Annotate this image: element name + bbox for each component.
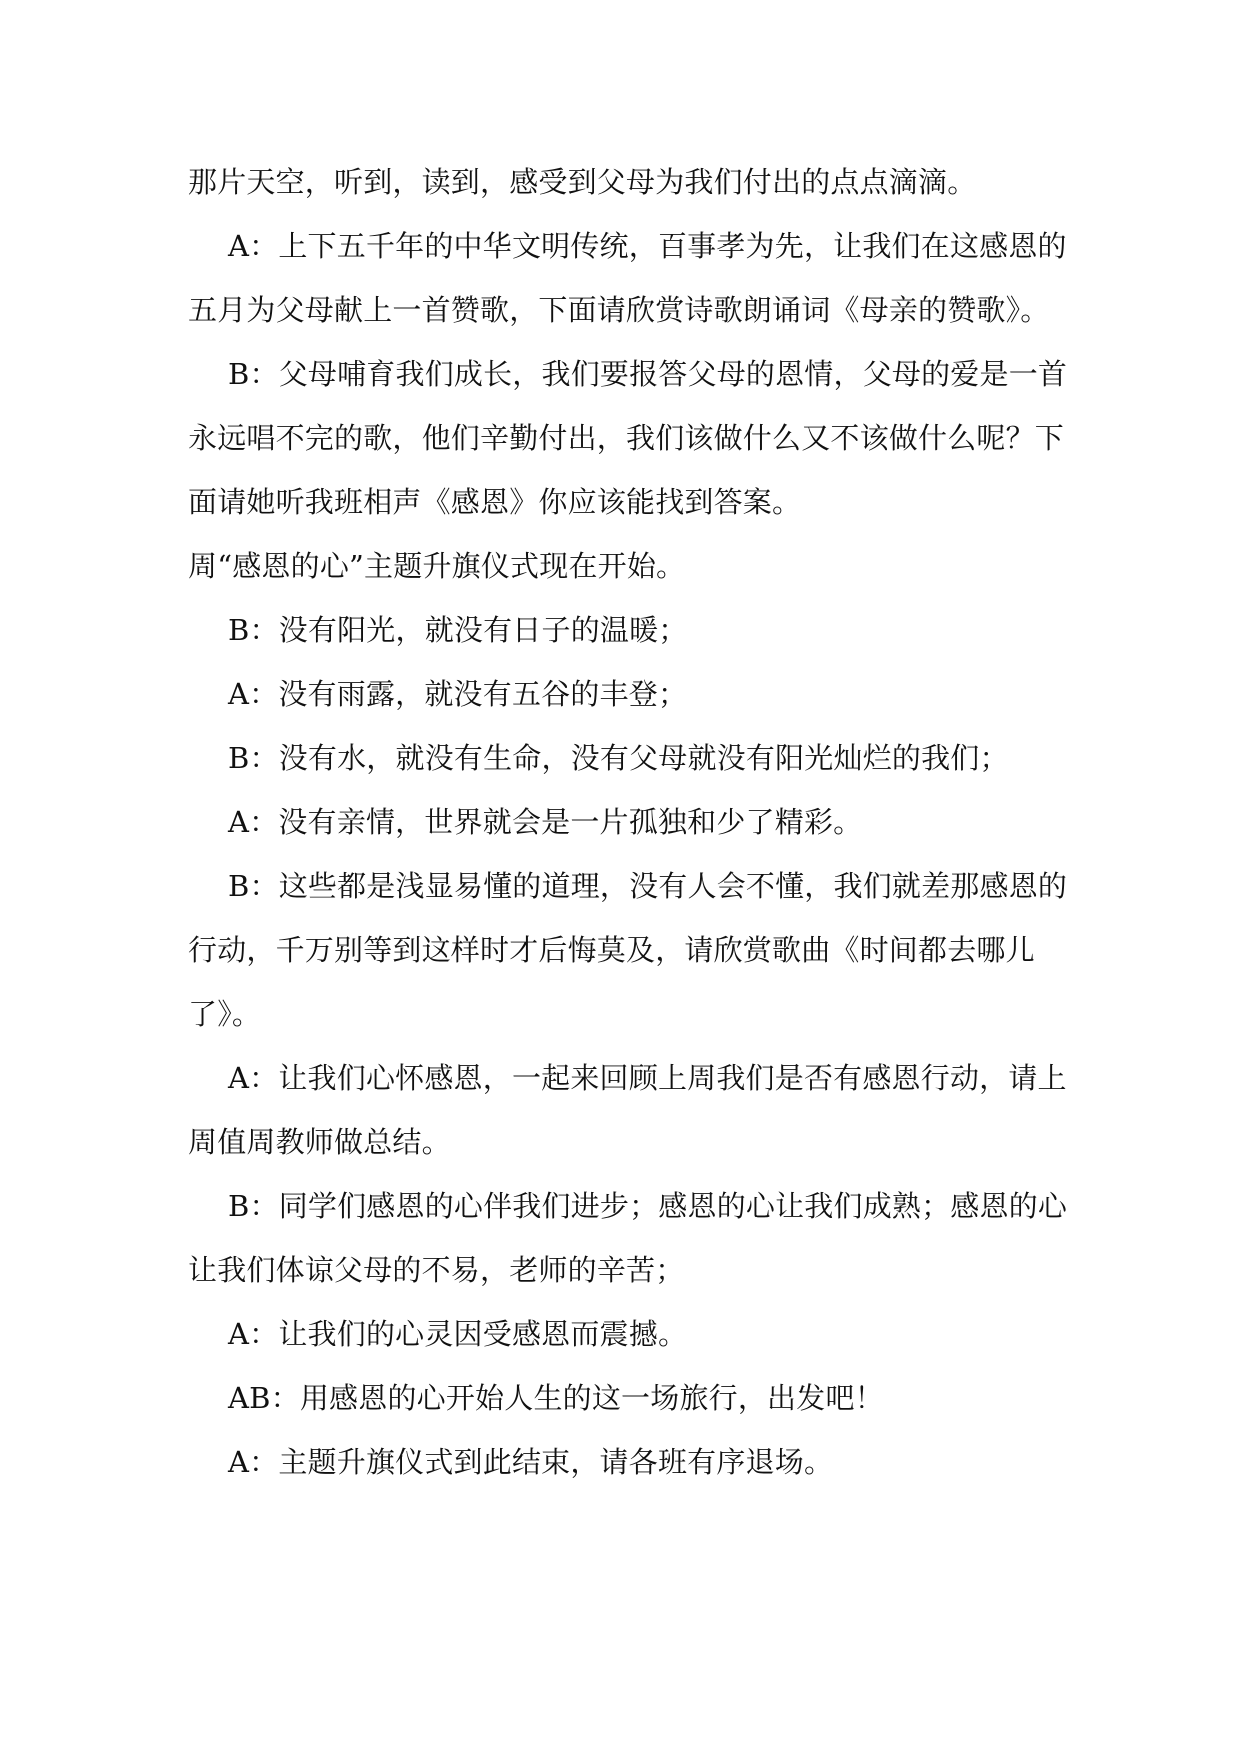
text-line: 周“感恩的心”主题升旗仪式现在开始。 [188,549,686,583]
text-line: 让我们体谅父母的不易，老师的辛苦； [188,1253,685,1287]
text-line: 了》。 [188,997,262,1031]
text-line: A：让我们的心灵因受感恩而震撼。 [228,1317,688,1351]
text-line: B：这些都是浅显易懂的道理，没有人会不懂，我们就差那感恩的 [228,869,1068,903]
text-line: 那片天空，听到，读到，感受到父母为我们付出的点点滴滴。 [188,165,977,199]
text-line: 永远唱不完的歌，他们辛勤付出，我们该做什么又不该做什么呢？下 [188,421,1065,455]
text-line: A：让我们心怀感恩，一起来回顾上周我们是否有感恩行动，请上 [228,1061,1067,1095]
text-line: B：没有阳光，就没有日子的温暖； [228,613,688,647]
text-line: AB：用感恩的心开始人生的这一场旅行，出发吧！ [228,1381,884,1415]
text-line: A：上下五千年的中华文明传统，百事孝为先，让我们在这感恩的 [228,229,1067,263]
text-line: A：没有亲情，世界就会是一片孤独和少了精彩。 [228,805,863,839]
text-line: 周值周教师做总结。 [188,1125,451,1159]
text-line: B：没有水，就没有生命，没有父母就没有阳光灿烂的我们； [228,741,1009,775]
text-line: A：主题升旗仪式到此结束，请各班有序退场。 [228,1445,834,1479]
text-line: 行动，千万别等到这样时才后悔莫及，请欣赏歌曲《时间都去哪儿 [188,933,1035,967]
text-line: 五月为父母献上一首赞歌，下面请欣赏诗歌朗诵词《母亲的赞歌》。 [188,293,1050,327]
text-line: A：没有雨露，就没有五谷的丰登； [228,677,688,711]
text-line: B：父母哺育我们成长，我们要报答父母的恩情，父母的爱是一首 [228,357,1068,391]
text-line: B：同学们感恩的心伴我们进步；感恩的心让我们成熟；感恩的心 [228,1189,1068,1223]
text-line: 面请她听我班相声《感恩》你应该能找到答案。 [188,485,802,519]
